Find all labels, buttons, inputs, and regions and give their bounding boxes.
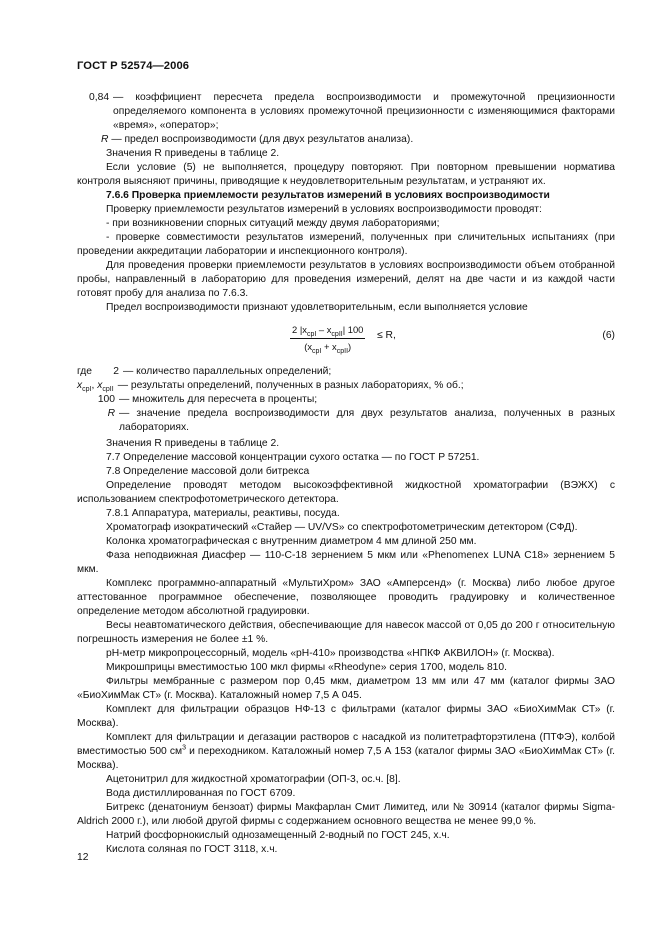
- section-heading-7-7: 7.7 Определение массовой концентрации сухого остатка — по ГОСТ Р 57251.: [106, 452, 480, 463]
- equipment-item: рН-метр микропроцессорный, модель «рН-410» производства «НПКФ АКВИЛОН» (г. Москва).: [106, 648, 555, 659]
- paragraph: Для проведения проверки приемлемости результатов в условиях воспроизводимости объем отобранной пробы, направленный в лабораторию для проведения измерений, делят на две части и из каждой части готовят пробу для анализа по 7.6.3.: [77, 260, 615, 299]
- where-definitions: [77, 365, 615, 435]
- formula-denominator: $(x_{cpI} + x_{cpII})$: [304, 341, 352, 355]
- equipment-item: Колонка хроматографическая с внутренним диаметром 4 мм длиной 250 мм.: [106, 536, 477, 547]
- equation-number: (6): [602, 330, 615, 341]
- page-number: 12: [77, 852, 89, 863]
- definition-symbol: R: [107, 408, 115, 419]
- equipment-item: Хроматограф изократический «Стайер — UV/VS» со спектрофотометрическим детектором (СФД).: [106, 522, 578, 533]
- definition-text: — множитель для пересчета в проценты;: [119, 394, 318, 405]
- equipment-item: Комплекс программно-аппаратный «МультиХром» ЗАО «Амперсенд» (г. Москва) либо любое другое аттестованное программное обеспечение, позволяющее проводить градуировку и количественное определение методом абсолютной градуировки.: [77, 578, 615, 617]
- equipment-item: Фильтры мембранные с размером пор 0,45 мкм, диаметром 13 мм или 47 мм (каталог фирмы ЗАО «БиоХимМак СТ» (г. Москва). Каталожный номер 7,5 А 045.: [77, 676, 615, 701]
- equipment-item: Фаза неподвижная Диасфер — 110-С-18 зернением 5 мкм или «Phenomenex LUNA C18» зернением 5 мкм.: [77, 550, 615, 575]
- definition-symbol: 0,84: [89, 92, 110, 103]
- formula-rhs: ≤ R,: [377, 330, 396, 341]
- definition-symbol: $x_{cpI}$, $x_{cpII}$: [77, 380, 114, 394]
- equipment-item: Комплект для фильтрации и дегазации растворов с насадкой из политетрафторэтилена (ПТФЭ), колбой вместимостью 500 $см^3$ и переходником. Каталожный номер 7,5 А 153 (каталог фирмы ЗАО «БиоХимМак СТ» (г. Москва).: [77, 732, 615, 771]
- reagent-item: Ацетонитрил для жидкостной хроматографии (ОП-3, ос.ч. [8].: [106, 774, 401, 785]
- equipment-item: Комплект для фильтрации образцов НФ-13 с фильтрами (каталог фирмы ЗАО «БиоХимМак СТ» (г. Москва).: [77, 704, 615, 729]
- equipment-item: Микрошприцы вместимостью 100 мкл фирмы «Rheodyne» серия 1700, модель 810.: [106, 662, 507, 673]
- definition-symbol: 100: [97, 394, 115, 405]
- definition-text: — значение предела воспроизводимости для двух результатов анализа, полученных в разных лабораториях.: [119, 408, 615, 433]
- list-item: - при возникновении спорных ситуаций между двумя лабораториями;: [106, 218, 440, 229]
- formula-6: [77, 321, 615, 361]
- where-def-2: [77, 365, 615, 379]
- paragraph: Если условие (5) не выполняется, процедуру повторяют. При повторном превышении норматива контроля выясняют причины, приводящие к неудовлетворительным результатам, и устраняют их.: [77, 162, 615, 187]
- definition-text: — коэффициент пересчета предела воспроизводимости и промежуточной прецизионности определяемого компонента в условиях промежуточной прецизионности с изменяющимися факторами «время», «оператор»;: [113, 92, 615, 131]
- document-body: [77, 91, 615, 857]
- reagent-item: Кислота соляная по ГОСТ 3118, х.ч.: [106, 844, 278, 855]
- paragraph: Значения R приведены в таблице 2.: [106, 148, 280, 159]
- formula-numerator: 2 $|x_{cpI} - x_{cpII}|$ 100: [292, 324, 364, 338]
- reagent-item: Битрекс (денатониум бензоат) фирмы Макфарлан Смит Лимитед, или № 30914 (каталог фирмы Sigma-Aldrich 2000 г.), или любой другой фирмы с содержанием основного вещества не менее 99,0 %.: [77, 802, 615, 827]
- reagent-item: Вода дистиллированная по ГОСТ 6709.: [106, 788, 296, 799]
- definition-symbol: R: [101, 134, 109, 145]
- section-heading-7-6-6: 7.6.6 Проверка приемлемости результатов измерений в условиях воспроизводимости: [106, 190, 550, 201]
- definition-text: — предел воспроизводимости (для двух результатов анализа).: [111, 134, 414, 145]
- section-heading-7-8: 7.8 Определение массовой доли битрекса: [106, 466, 310, 477]
- paragraph: Определение проводят методом высокоэффективной жидкостной хроматографии (ВЭЖХ) с использованием спектрофотометрического детектора.: [77, 480, 615, 505]
- where-def-100: [77, 393, 615, 407]
- definition-symbol: 2: [113, 366, 119, 377]
- list-item: - проверке совместимости результатов измерений, полученных при сличительных испытаниях (при проведении аккредитации лаборатории и инспекционного контроля).: [77, 232, 615, 257]
- paragraph: Проверку приемлемости результатов измерений в условиях воспроизводимости проводят:: [106, 204, 542, 215]
- where-def-r: [77, 407, 615, 435]
- definition-r: [77, 133, 615, 147]
- paragraph: Предел воспроизводимости признают удовлетворительным, если выполняется условие: [106, 302, 528, 313]
- equipment-item: Весы неавтоматического действия, обеспечивающие для навесок массой от 0,05 до 200 г относительную погрешность измерения не более ±1 %.: [77, 620, 615, 645]
- paragraph: Значения R приведены в таблице 2.: [106, 438, 280, 449]
- definition-text: — количество параллельных определений;: [123, 366, 332, 377]
- where-def-x: [77, 379, 615, 393]
- where-word: где: [77, 366, 93, 377]
- definition-text: — результаты определений, полученных в разных лабораториях, % об.;: [117, 380, 464, 391]
- document-header: ГОСТ Р 52574—2006: [77, 60, 190, 72]
- definition-084: [77, 91, 615, 133]
- formula-fraction: [290, 323, 365, 354]
- section-heading-7-8-1: 7.8.1 Аппаратура, материалы, реактивы, посуда.: [106, 508, 340, 519]
- reagent-item: Натрий фосфорнокислый однозамещенный 2-водный по ГОСТ 245, х.ч.: [106, 830, 450, 841]
